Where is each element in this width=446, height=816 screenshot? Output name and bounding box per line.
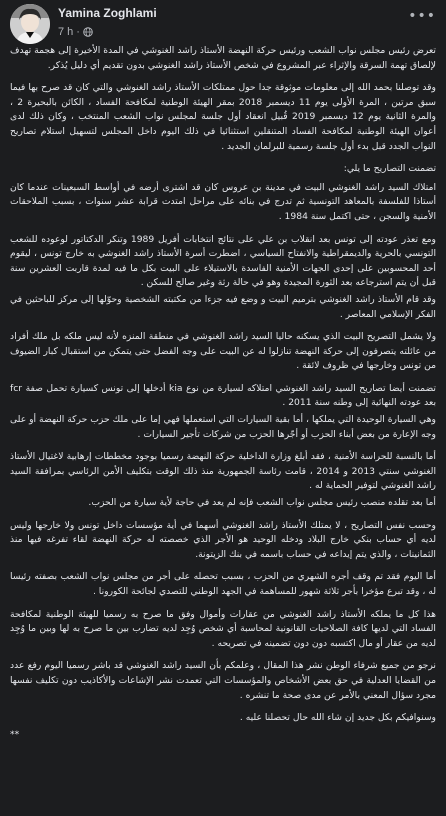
post-paragraph: امتلاك السيد راشد الغنوشي البيت في مدينة بن عروس كان قد اشترى أرضه في أواسط السبعينات عندما كان أستاذا للفلسفة بالمعاهد التونسية ثم تدرج في بنائه على مراحل امتدت قرابة عشر سنوات ، بسبب الملاحقات الأمنية والسجن ، حتى اكتمل سنة 1984 . [10, 181, 436, 222]
post-paragraph: وسنوافيكم بكل جديد إن شاء الله حال تحصلنا عليه . [239, 712, 436, 724]
more-options-icon[interactable]: ••• [408, 8, 436, 24]
meta-separator: · [76, 26, 80, 38]
post-body [10, 44, 436, 742]
post-meta [58, 26, 93, 38]
post-paragraph: تعرض رئيس مجلس نواب الشعب ورئيس حركة النهضة الأستاذ راشد الغنوشي في المدة الأخيرة إلى هجمة تهدف لإلصاق تهمة السرقة والإثراء عبر المشروع في شخص الأستاذ راشد الغنوشي بدون تقديم أي دليل يُذكر. [10, 45, 436, 71]
post-time[interactable]: 7 h [58, 26, 74, 38]
post-end-marker: ** [10, 728, 20, 740]
post-paragraph: هذا كل ما يملكه الأستاذ راشد الغنوشي من عقارات وأموال وفق ما صرح به رسميا للهيئة الوطنية لمكافحة الفساد التي لديها كافة الصلاحيات القانونية لمحاسبة أي شخص وُجِد لديه تضارب بين ما صرح به لها وبين ما وُجِد لديه من عقار أو مال اكتسبه دون دون تضمينه في تصريحه . [10, 608, 436, 649]
profile-photo-icon [10, 4, 50, 44]
post-paragraph: وحسب نفس التصاريح ، لا يمتلك الأستاذ راشد الغنوشي أسهما في أية مؤسسات داخل تونس ولا خارجها وليس لديه أي حساب بنكي خارج البلاد ودخله الوحيد هو الأجر الذي خصصته له حركة النهضة لقاء تفرغه فيها منذ الثمانينات ، والذي يتم إيداعه في حساب باسمه في بنك الزيتونة. [10, 519, 436, 560]
post-paragraph: نرجو من جميع شرفاء الوطن نشر هذا المقال ، وعلمكم بأن السيد راشد الغنوشي قد باشر رسميا اليوم رفع عدد من القضايا العدلية في حق بعض الأشخاص والمؤسسات التي تعمدت نشر الإشاعات والأكاذيب دون تكليف نفسها مجرد سؤال المعني بالأمر عن مدى صحة ما تنشره . [10, 660, 436, 701]
author-name[interactable]: Yamina Zoghlami [58, 6, 157, 20]
post-paragraph: أما بالنسبة للحراسة الأمنية ، فقد أبلغ وزارة الداخلية حركة النهضة رسميا بوجود مخططات إرهابية لاغتيال الأستاذ الغنوشي سنتي 2013 و 2014 ، قامت رئاسة الجمهورية منذ ذلك الوقت بتكليف الأمن الرئاسي بمرافقة السيد راشد الغنوشي لتوفير الحماية له . [10, 451, 436, 492]
post-paragraph: ولا يشمل التصريح البيت الذي يسكنه حاليا السيد راشد الغنوشي في منطقة المنزه لأنه ليس ملكه بل ملك أفراد من عائلته يتصرفون إلى حركة النهضة تنازلوا له عن البيت على وجه الفضل حتى يتمكن من استقبال كبار الضيوف من تونس وخارجها في ظروف لائقة . [10, 331, 436, 372]
post-paragraph: ومع تعذر عودته إلى تونس بعد انقلاب بن علي على نتائج انتخابات أفريل 1989 وتنكر الدكتاتور لوعوده للشعب التونسي بالحرية والديمقراطية والانفتاح السياسي ، اضطرت أسرة الأستاذ راشد الغنوشي به خارج تونس ، ليقوم أحد المحسوبين على إحدى الجهات الأمنية الفاسدة بالاستيلاء على البيت بكل ما فيه لمدة قاربت العشرين سنة قبل أن يتم استرجاعه بعد الثورة المجيدة وهو في حالة رثة وغير صالح للسكن . [10, 233, 436, 289]
post-paragraph: تضمنت التصاريح ما يلي: [343, 163, 436, 175]
globe-icon[interactable] [83, 27, 93, 37]
post-paragraph: وهي السيارة الوحيدة التي يملكها ، أما بقية السيارات التي استعملها فهي إما على ملك حزب حركة النهضة أو على وجه الإعارة من بعض أبناء الحزب أو أجّرها الحزب من شركات تأجير السيارات . [10, 414, 436, 440]
post-paragraph: أما اليوم فقد تم وقف أجره الشهري من الحزب ، بسبب تحصله على أجر من مجلس نواب الشعب بصفته رئيسا له ، وقد تبرع مؤخرا بأجر ثلاثة شهور للمساهمة في الجهد الوطني للتصدي لجائحة الكورونا . [10, 571, 436, 597]
author-avatar[interactable] [10, 4, 50, 44]
post-paragraph: أما بعد تقلده منصب رئيس مجلس نواب الشعب فإنه لم يعد في حاجة لأية سيارة من الحزب. [88, 497, 436, 509]
post-paragraph: وقد توصلنا بحمد الله إلى معلومات موثوقة جدا حول ممتلكات الأستاذ راشد الغنوشي والتي كان قد صرح بها فيما سبق مرتين ، المرة الأولى يوم 11 ديسمبر 2018 بمقر الهيئة الوطنية لمكافحة الفساد ، الكائن بالبحيرة 2 ، والمرة الثانية يوم 12 ديسمبر 2019 قُبيل انعقاد أول جلسة لمجلس نواب الشعب المنتخب ، وكان ذلك لدى أعوان الهيئة الوطنية لمكافحة الفساد المتنقلين استثنائيا في ذلك اليوم داخل المجلس لتسهيل استلام تصاريح النواب الجدد قبل بدء أول جلسة رسمية للبرلمان الجديد . [10, 82, 436, 152]
post-paragraph: تضمنت أيضا تصاريح السيد راشد الغنوشي امتلاكه لسيارة من نوع kia أدخلها إلى تونس كسيارة تحمل صفة fcr بعد عودته النهائية إلى وطنه سنة 2011 . [10, 382, 436, 409]
post-paragraph: وقد قام الأستاذ راشد الغنوشي بترميم البيت و وضع فيه جزءا من مكتبته الشخصية وحوّلها إلى مركز للباحثين في الفكر الإسلامي المعاصر . [10, 293, 436, 320]
